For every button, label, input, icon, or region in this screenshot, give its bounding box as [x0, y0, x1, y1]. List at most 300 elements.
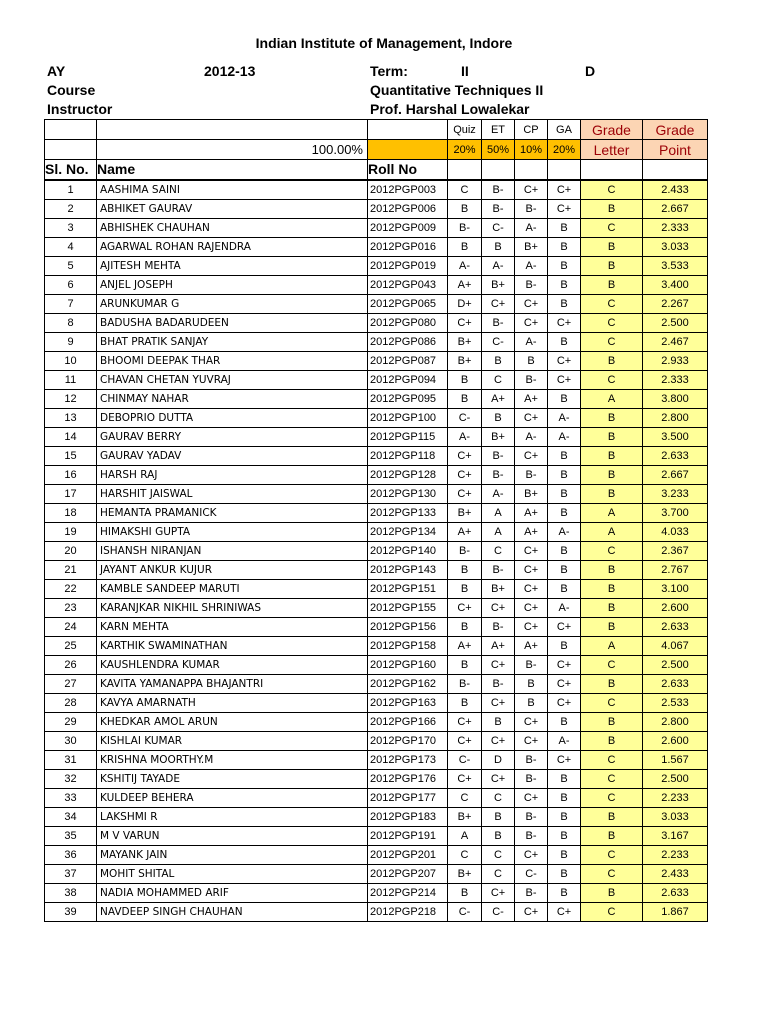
table-row [45, 218, 708, 237]
ga-weight: 20% [548, 140, 581, 160]
sl-no-cell: 35 [45, 826, 97, 845]
et-grade-cell: C+ [482, 294, 515, 313]
sl-no-cell: 23 [45, 598, 97, 617]
et-grade-cell: B- [482, 560, 515, 579]
quiz-grade-cell: B [448, 883, 482, 902]
grade-letter-cell: B [581, 351, 643, 370]
sl-no-cell: 1 [45, 180, 97, 200]
student-name-cell: KHEDKAR AMOL ARUN [97, 712, 368, 731]
et-header: ET [482, 120, 515, 140]
et-grade-cell: C- [482, 902, 515, 921]
grade-point-cell: 2.633 [643, 446, 708, 465]
student-name-cell: NAVDEEP SINGH CHAUHAN [97, 902, 368, 921]
cp-grade-cell: A- [515, 332, 548, 351]
grade-point-cell: 2.633 [643, 674, 708, 693]
table-row [45, 769, 708, 788]
grade-point-cell: 2.633 [643, 617, 708, 636]
cp-grade-cell: C+ [515, 845, 548, 864]
quiz-grade-cell: A+ [448, 636, 482, 655]
roll-no-cell: 2012PGP218 [368, 902, 448, 921]
sl-header: Sl. No. [45, 160, 97, 180]
et-grade-cell: B- [482, 180, 515, 200]
roll-no-cell: 2012PGP016 [368, 237, 448, 256]
roll-no-cell: 2012PGP177 [368, 788, 448, 807]
header-blank [515, 160, 548, 180]
quiz-grade-cell: A- [448, 427, 482, 446]
grade-letter-cell: C [581, 788, 643, 807]
student-name-cell: LAKSHMI R [97, 807, 368, 826]
student-name-cell: KRISHNA MOORTHY.M [97, 750, 368, 769]
quiz-grade-cell: B [448, 237, 482, 256]
cp-grade-cell: A- [515, 427, 548, 446]
et-grade-cell: C+ [482, 883, 515, 902]
grade-letter-cell: B [581, 560, 643, 579]
header-blank [482, 160, 515, 180]
ga-grade-cell: C+ [548, 370, 581, 389]
cp-grade-cell: C+ [515, 294, 548, 313]
roll-no-cell: 2012PGP065 [368, 294, 448, 313]
ga-grade-cell: C+ [548, 351, 581, 370]
sl-no-cell: 9 [45, 332, 97, 351]
quiz-header: Quiz [448, 120, 482, 140]
grade-letter-cell: B [581, 807, 643, 826]
ga-grade-cell: B [548, 883, 581, 902]
ga-grade-cell: C+ [548, 199, 581, 218]
sl-no-cell: 20 [45, 541, 97, 560]
cp-grade-cell: B- [515, 655, 548, 674]
sl-no-cell: 14 [45, 427, 97, 446]
student-name-cell: CHAVAN CHETAN YUVRAJ [97, 370, 368, 389]
roll-no-cell: 2012PGP128 [368, 465, 448, 484]
quiz-grade-cell: D+ [448, 294, 482, 313]
et-grade-cell: A+ [482, 636, 515, 655]
et-grade-cell: C [482, 541, 515, 560]
ga-grade-cell: B [548, 826, 581, 845]
header-blank [368, 120, 448, 140]
quiz-grade-cell: B+ [448, 332, 482, 351]
quiz-grade-cell: C+ [448, 465, 482, 484]
cp-grade-cell: B+ [515, 237, 548, 256]
roll-no-cell: 2012PGP095 [368, 389, 448, 408]
grade-letter-cell: B [581, 883, 643, 902]
cp-grade-cell: C+ [515, 560, 548, 579]
student-name-cell: KAVITA YAMANAPPA BHAJANTRI [97, 674, 368, 693]
quiz-grade-cell: C+ [448, 313, 482, 332]
sl-no-cell: 16 [45, 465, 97, 484]
student-name-cell: AJITESH MEHTA [97, 256, 368, 275]
roll-no-cell: 2012PGP118 [368, 446, 448, 465]
quiz-grade-cell: B [448, 370, 482, 389]
grade-letter-cell: B [581, 275, 643, 294]
table-row [45, 788, 708, 807]
et-grade-cell: B- [482, 465, 515, 484]
et-grade-cell: B [482, 351, 515, 370]
ga-grade-cell: B [548, 503, 581, 522]
ga-grade-cell: B [548, 788, 581, 807]
grade-point-header-2: Point [643, 140, 708, 160]
grade-point-cell: 3.100 [643, 579, 708, 598]
student-name-cell: HIMAKSHI GUPTA [97, 522, 368, 541]
sl-no-cell: 12 [45, 389, 97, 408]
sl-no-cell: 21 [45, 560, 97, 579]
grade-letter-cell: B [581, 446, 643, 465]
student-name-cell: ANJEL JOSEPH [97, 275, 368, 294]
sl-no-cell: 2 [45, 199, 97, 218]
table-row [45, 864, 708, 883]
grade-letter-cell: B [581, 674, 643, 693]
sl-no-cell: 26 [45, 655, 97, 674]
student-name-cell: AGARWAL ROHAN RAJENDRA [97, 237, 368, 256]
grade-point-cell: 3.033 [643, 237, 708, 256]
grade-point-cell: 1.567 [643, 750, 708, 769]
et-grade-cell: C+ [482, 731, 515, 750]
header-blank [448, 160, 482, 180]
student-name-cell: NADIA MOHAMMED ARIF [97, 883, 368, 902]
grade-point-cell: 2.333 [643, 370, 708, 389]
grade-letter-cell: C [581, 541, 643, 560]
student-name-cell: ISHANSH NIRANJAN [97, 541, 368, 560]
roll-no-cell: 2012PGP080 [368, 313, 448, 332]
table-row [45, 313, 708, 332]
grade-letter-cell: B [581, 465, 643, 484]
ga-grade-cell: B [548, 256, 581, 275]
table-row [45, 636, 708, 655]
table-row [45, 332, 708, 351]
quiz-grade-cell: A- [448, 256, 482, 275]
et-grade-cell: B- [482, 313, 515, 332]
sl-no-cell: 5 [45, 256, 97, 275]
grade-letter-cell: A [581, 503, 643, 522]
table-row [45, 484, 708, 503]
grade-letter-cell: B [581, 408, 643, 427]
quiz-grade-cell: B- [448, 218, 482, 237]
sl-no-cell: 3 [45, 218, 97, 237]
roll-no-cell: 2012PGP006 [368, 199, 448, 218]
ga-grade-cell: B [548, 446, 581, 465]
student-name-cell: BHAT PRATIK SANJAY [97, 332, 368, 351]
quiz-grade-cell: A [448, 826, 482, 845]
cp-grade-cell: A+ [515, 389, 548, 408]
student-name-cell: M V VARUN [97, 826, 368, 845]
quiz-grade-cell: B+ [448, 351, 482, 370]
total-weight: 100.00% [97, 140, 368, 160]
table-row [45, 712, 708, 731]
ga-grade-cell: B [548, 845, 581, 864]
cp-grade-cell: B- [515, 370, 548, 389]
sl-no-cell: 38 [45, 883, 97, 902]
cp-grade-cell: B- [515, 807, 548, 826]
table-row [45, 579, 708, 598]
header-blank [548, 160, 581, 180]
roll-no-cell: 2012PGP009 [368, 218, 448, 237]
grade-letter-cell: B [581, 199, 643, 218]
et-grade-cell: B- [482, 199, 515, 218]
ga-header: GA [548, 120, 581, 140]
quiz-grade-cell: C+ [448, 712, 482, 731]
quiz-grade-cell: B+ [448, 864, 482, 883]
sl-no-cell: 37 [45, 864, 97, 883]
student-name-cell: CHINMAY NAHAR [97, 389, 368, 408]
student-name-cell: GAURAV YADAV [97, 446, 368, 465]
roll-no-cell: 2012PGP176 [368, 769, 448, 788]
sl-no-cell: 6 [45, 275, 97, 294]
et-grade-cell: A [482, 503, 515, 522]
roll-no-cell: 2012PGP160 [368, 655, 448, 674]
student-name-cell: KISHLAI KUMAR [97, 731, 368, 750]
grade-letter-cell: B [581, 484, 643, 503]
ay-value: 2012-13 [204, 63, 256, 79]
quiz-weight: 20% [448, 140, 482, 160]
et-grade-cell: A+ [482, 389, 515, 408]
grade-point-cell: 2.533 [643, 693, 708, 712]
student-name-cell: KULDEEP BEHERA [97, 788, 368, 807]
grade-letter-cell: C [581, 218, 643, 237]
grade-letter-cell: B [581, 256, 643, 275]
et-grade-cell: B- [482, 617, 515, 636]
student-name-cell: HEMANTA PRAMANICK [97, 503, 368, 522]
sl-no-cell: 28 [45, 693, 97, 712]
sl-no-cell: 34 [45, 807, 97, 826]
grade-letter-cell: C [581, 655, 643, 674]
et-grade-cell: B [482, 237, 515, 256]
et-grade-cell: C [482, 370, 515, 389]
quiz-grade-cell: B- [448, 541, 482, 560]
quiz-grade-cell: C+ [448, 484, 482, 503]
student-name-cell: HARSH RAJ [97, 465, 368, 484]
grade-point-cell: 1.867 [643, 902, 708, 921]
sl-no-cell: 32 [45, 769, 97, 788]
roll-no-cell: 2012PGP151 [368, 579, 448, 598]
grade-letter-header-2: Letter [581, 140, 643, 160]
roll-no-cell: 2012PGP115 [368, 427, 448, 446]
cp-grade-cell: C+ [515, 731, 548, 750]
table-row [45, 902, 708, 921]
table-row [45, 617, 708, 636]
cp-grade-cell: C+ [515, 408, 548, 427]
grade-point-cell: 2.933 [643, 351, 708, 370]
sl-no-cell: 18 [45, 503, 97, 522]
et-weight: 50% [482, 140, 515, 160]
student-name-cell: HARSHIT JAISWAL [97, 484, 368, 503]
table-row [45, 256, 708, 275]
et-grade-cell: C+ [482, 769, 515, 788]
table-row [45, 275, 708, 294]
student-name-cell: KARTHIK SWAMINATHAN [97, 636, 368, 655]
cp-grade-cell: B- [515, 826, 548, 845]
grade-letter-cell: B [581, 427, 643, 446]
ga-grade-cell: C+ [548, 693, 581, 712]
grade-point-cell: 3.233 [643, 484, 708, 503]
term-label: Term: [370, 63, 408, 79]
roll-no-cell: 2012PGP087 [368, 351, 448, 370]
section-value: D [585, 63, 596, 79]
header-blank [45, 120, 97, 140]
sl-no-cell: 8 [45, 313, 97, 332]
ga-grade-cell: B [548, 636, 581, 655]
student-name-cell: DEBOPRIO DUTTA [97, 408, 368, 427]
sl-no-cell: 30 [45, 731, 97, 750]
grade-letter-cell: C [581, 902, 643, 921]
table-row [45, 465, 708, 484]
grade-point-cell: 2.467 [643, 332, 708, 351]
ay-label: AY [47, 63, 66, 79]
table-row [45, 731, 708, 750]
table-row [45, 199, 708, 218]
roll-no-cell: 2012PGP156 [368, 617, 448, 636]
grade-letter-cell: A [581, 636, 643, 655]
roll-no-cell: 2012PGP134 [368, 522, 448, 541]
instructor-label: Instructor [47, 101, 113, 117]
table-row [45, 427, 708, 446]
ga-grade-cell: B [548, 807, 581, 826]
grade-letter-cell: C [581, 180, 643, 200]
ga-grade-cell: B [548, 864, 581, 883]
quiz-grade-cell: A+ [448, 522, 482, 541]
et-grade-cell: C+ [482, 693, 515, 712]
ga-grade-cell: B [548, 218, 581, 237]
quiz-grade-cell: B+ [448, 807, 482, 826]
header-blank [643, 160, 708, 180]
grade-letter-cell: C [581, 769, 643, 788]
grade-point-cell: 2.233 [643, 845, 708, 864]
quiz-grade-cell: B [448, 389, 482, 408]
grade-letter-cell: B [581, 579, 643, 598]
grade-point-cell: 2.433 [643, 864, 708, 883]
student-name-cell: ABHISHEK CHAUHAN [97, 218, 368, 237]
cp-grade-cell: C+ [515, 712, 548, 731]
grade-point-cell: 2.233 [643, 788, 708, 807]
table-row [45, 807, 708, 826]
quiz-grade-cell: C- [448, 902, 482, 921]
cp-grade-cell: B- [515, 769, 548, 788]
sl-no-cell: 31 [45, 750, 97, 769]
et-grade-cell: B [482, 826, 515, 845]
ga-grade-cell: A- [548, 598, 581, 617]
quiz-grade-cell: C+ [448, 731, 482, 750]
quiz-grade-cell: B [448, 693, 482, 712]
sl-no-cell: 36 [45, 845, 97, 864]
roll-no-cell: 2012PGP173 [368, 750, 448, 769]
cp-grade-cell: A+ [515, 636, 548, 655]
quiz-grade-cell: C [448, 180, 482, 200]
student-name-cell: KSHITIJ TAYADE [97, 769, 368, 788]
ga-grade-cell: C+ [548, 313, 581, 332]
ga-grade-cell: B [548, 389, 581, 408]
table-row [45, 541, 708, 560]
cp-grade-cell: C+ [515, 579, 548, 598]
sl-no-cell: 4 [45, 237, 97, 256]
student-name-cell: AASHIMA SAINI [97, 180, 368, 200]
roll-no-cell: 2012PGP158 [368, 636, 448, 655]
quiz-grade-cell: B [448, 579, 482, 598]
grade-point-cell: 2.500 [643, 313, 708, 332]
grade-point-cell: 2.767 [643, 560, 708, 579]
sl-no-cell: 17 [45, 484, 97, 503]
cp-grade-cell: C+ [515, 788, 548, 807]
et-grade-cell: B [482, 712, 515, 731]
table-row [45, 883, 708, 902]
table-row [45, 351, 708, 370]
cp-grade-cell: C- [515, 864, 548, 883]
sl-no-cell: 15 [45, 446, 97, 465]
cp-grade-cell: B- [515, 199, 548, 218]
roll-no-cell: 2012PGP214 [368, 883, 448, 902]
grade-letter-header-1: Grade [581, 120, 643, 140]
et-grade-cell: C [482, 845, 515, 864]
student-name-cell: GAURAV BERRY [97, 427, 368, 446]
roll-no-cell: 2012PGP130 [368, 484, 448, 503]
sl-no-cell: 22 [45, 579, 97, 598]
grade-point-cell: 2.633 [643, 883, 708, 902]
ga-grade-cell: C+ [548, 180, 581, 200]
ga-grade-cell: B [548, 275, 581, 294]
grade-letter-cell: B [581, 598, 643, 617]
et-grade-cell: C- [482, 218, 515, 237]
roll-no-cell: 2012PGP191 [368, 826, 448, 845]
grade-point-cell: 3.033 [643, 807, 708, 826]
cp-grade-cell: C+ [515, 541, 548, 560]
grade-point-cell: 3.700 [643, 503, 708, 522]
roll-no-cell: 2012PGP133 [368, 503, 448, 522]
quiz-grade-cell: B [448, 199, 482, 218]
ga-grade-cell: C+ [548, 674, 581, 693]
table-row [45, 655, 708, 674]
grade-letter-cell: C [581, 313, 643, 332]
quiz-grade-cell: C [448, 788, 482, 807]
quiz-grade-cell: C [448, 845, 482, 864]
grade-letter-cell: B [581, 617, 643, 636]
roll-no-cell: 2012PGP019 [368, 256, 448, 275]
roll-no-cell: 2012PGP140 [368, 541, 448, 560]
grade-letter-cell: B [581, 237, 643, 256]
et-grade-cell: C+ [482, 598, 515, 617]
table-row [45, 408, 708, 427]
roll-no-cell: 2012PGP163 [368, 693, 448, 712]
sl-no-cell: 39 [45, 902, 97, 921]
student-name-cell: ABHIKET GAURAV [97, 199, 368, 218]
table-row [45, 845, 708, 864]
cp-grade-cell: B+ [515, 484, 548, 503]
roll-no-cell: 2012PGP155 [368, 598, 448, 617]
et-grade-cell: C- [482, 332, 515, 351]
grade-letter-cell: C [581, 693, 643, 712]
cp-grade-cell: A- [515, 256, 548, 275]
et-grade-cell: C [482, 788, 515, 807]
grade-point-cell: 2.500 [643, 769, 708, 788]
sl-no-cell: 11 [45, 370, 97, 389]
sl-no-cell: 19 [45, 522, 97, 541]
grade-point-cell: 4.067 [643, 636, 708, 655]
sl-no-cell: 24 [45, 617, 97, 636]
grade-letter-cell: B [581, 712, 643, 731]
sl-no-cell: 25 [45, 636, 97, 655]
roll-no-cell: 2012PGP166 [368, 712, 448, 731]
ga-grade-cell: A- [548, 427, 581, 446]
et-grade-cell: A- [482, 256, 515, 275]
quiz-grade-cell: C- [448, 408, 482, 427]
header-blank [581, 160, 643, 180]
grade-letter-cell: C [581, 332, 643, 351]
student-name-cell: MOHIT SHITAL [97, 864, 368, 883]
roll-no-cell: 2012PGP094 [368, 370, 448, 389]
et-grade-cell: C [482, 864, 515, 883]
quiz-grade-cell: B- [448, 674, 482, 693]
cp-grade-cell: A+ [515, 503, 548, 522]
grade-letter-cell: C [581, 370, 643, 389]
quiz-grade-cell: B [448, 617, 482, 636]
grade-point-cell: 2.333 [643, 218, 708, 237]
ga-grade-cell: C+ [548, 617, 581, 636]
